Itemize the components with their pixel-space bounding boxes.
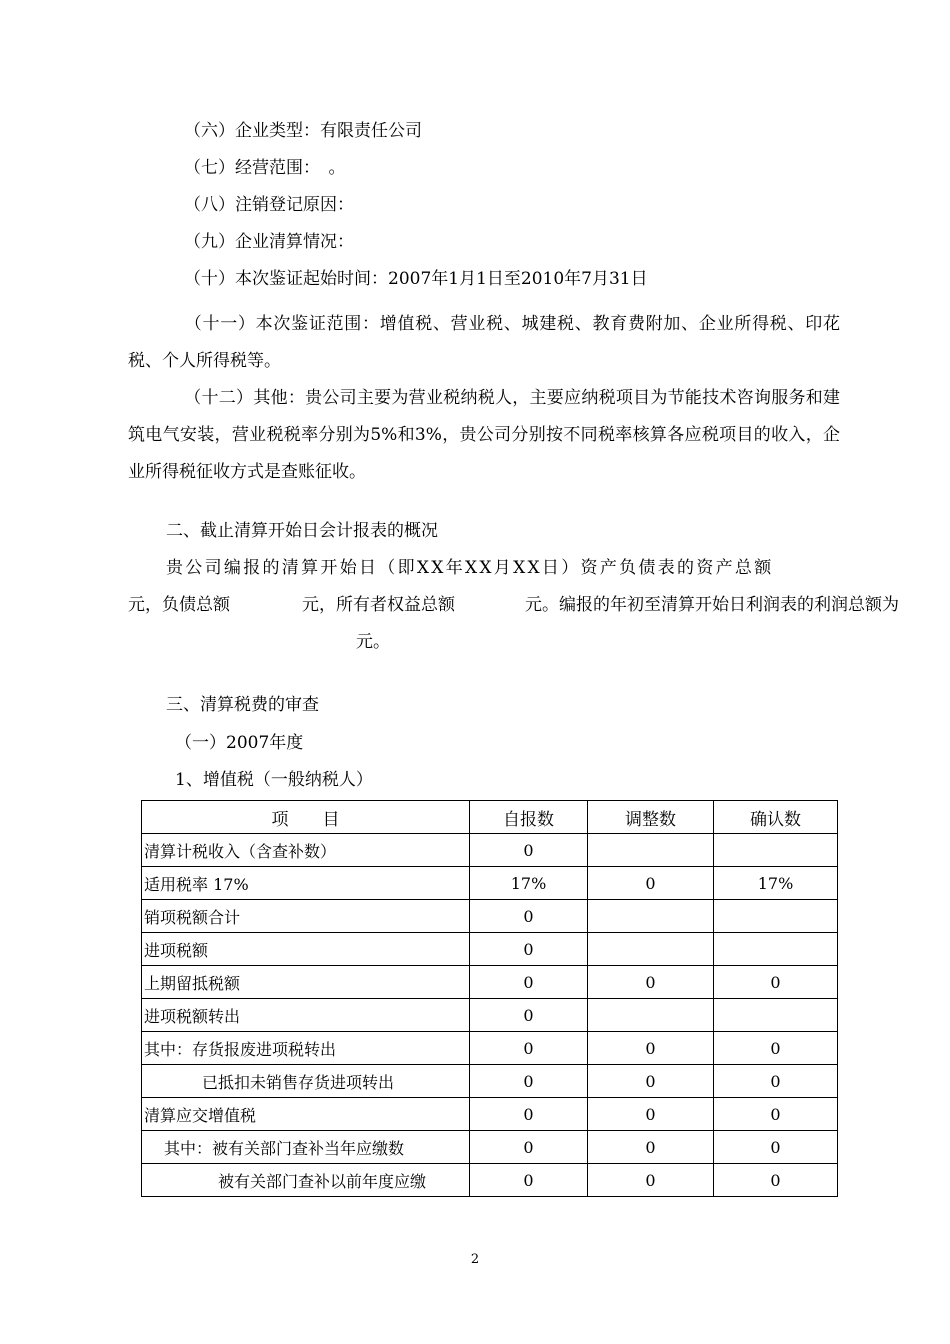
table-row [142, 900, 838, 933]
row-adj [588, 999, 714, 1032]
table-row [142, 1065, 838, 1098]
other-info-text: （十二）其他：贵公司主要为营业税纳税人，主要应纳税项目为节能技术咨询服务和建筑电气安装，营业税税率分别为5%和3%，贵公司分别按不同税率核算各应税项目的收入，企业所得税征收方式是查账征收。 [128, 388, 840, 482]
business-scope-line: （七）经营范围： 。 [184, 158, 346, 178]
row-adj: 0 [588, 867, 714, 900]
row-conf: 0 [714, 966, 838, 999]
row-self: 0 [470, 999, 588, 1032]
row-conf: 0 [714, 1065, 838, 1098]
row-adj: 0 [588, 966, 714, 999]
row-adj: 0 [588, 1164, 714, 1197]
row-self: 0 [470, 1098, 588, 1131]
liabilities-label: 元，负债总额 [128, 595, 230, 615]
profit-label: 元。编报的年初至清算开始日利润表的利润总额为 [525, 595, 899, 615]
row-conf [714, 834, 838, 867]
row-item: 已抵扣未销售存货进项转出 [142, 1065, 470, 1098]
row-conf [714, 999, 838, 1032]
row-self: 0 [470, 933, 588, 966]
row-self: 17% [470, 867, 588, 900]
other-info-paragraph [128, 380, 840, 491]
section-heading: 二、截止清算开始日会计报表的概况 [166, 521, 438, 541]
header-self-reported: 自报数 [470, 801, 588, 834]
verification-period-line: （十）本次鉴证起始时间：2007年1月1日至2010年7月31日 [184, 269, 648, 289]
table-row [142, 999, 838, 1032]
vat-table [141, 800, 838, 1197]
row-item: 进项税额 [142, 933, 470, 966]
table-row [142, 867, 838, 900]
liquidation-status-line: （九）企业清算情况： [184, 232, 354, 252]
row-item: 上期留抵税额 [142, 966, 470, 999]
row-item: 其中：被有关部门查补当年应缴数 [142, 1131, 470, 1164]
row-conf: 17% [714, 867, 838, 900]
row-adj [588, 834, 714, 867]
cancellation-reason-line: （八）注销登记原因： [184, 195, 354, 215]
row-item: 清算应交增值税 [142, 1098, 470, 1131]
table-row [142, 1164, 838, 1197]
table-row [142, 1098, 838, 1131]
row-adj [588, 900, 714, 933]
row-conf [714, 900, 838, 933]
table-header-row [142, 801, 838, 834]
row-conf [714, 933, 838, 966]
row-self: 0 [470, 1032, 588, 1065]
table-row [142, 933, 838, 966]
row-conf: 0 [714, 1131, 838, 1164]
row-conf: 0 [714, 1098, 838, 1131]
row-self: 0 [470, 1164, 588, 1197]
row-self: 0 [470, 1131, 588, 1164]
row-adj: 0 [588, 1131, 714, 1164]
row-item: 其中：存货报废进项税转出 [142, 1032, 470, 1065]
table-row [142, 834, 838, 867]
row-conf: 0 [714, 1032, 838, 1065]
table-row [142, 1131, 838, 1164]
row-self: 0 [470, 834, 588, 867]
row-adj [588, 933, 714, 966]
section-heading: 三、清算税费的审查 [166, 695, 319, 715]
page-number: 2 [470, 1252, 480, 1267]
row-adj: 0 [588, 1065, 714, 1098]
table-row [142, 966, 838, 999]
header-confirmed: 确认数 [714, 801, 838, 834]
company-type-line: （六）企业类型：有限责任公司 [184, 121, 422, 141]
asset-total-line: 贵公司编报的清算开始日（即XX年XX月XX日）资产负债表的资产总额 [166, 558, 774, 578]
row-self: 0 [470, 900, 588, 933]
row-self: 0 [470, 966, 588, 999]
row-item: 清算计税收入（含查补数） [142, 834, 470, 867]
row-item: 销项税额合计 [142, 900, 470, 933]
profit-unit: 元。 [356, 632, 390, 652]
table-row [142, 1032, 838, 1065]
header-adjustment: 调整数 [588, 801, 714, 834]
row-adj: 0 [588, 1032, 714, 1065]
verification-scope-text: （十一）本次鉴证范围：增值税、营业税、城建税、教育费附加、企业所得税、印花税、个人所得税等。 [128, 314, 840, 371]
row-adj: 0 [588, 1098, 714, 1131]
row-item: 适用税率 17% [142, 867, 470, 900]
year-subheading: （一）2007年度 [175, 733, 304, 753]
verification-scope-paragraph [128, 306, 840, 380]
header-item: 项 目 [142, 801, 470, 834]
row-conf: 0 [714, 1164, 838, 1197]
profit-total-line [128, 631, 390, 653]
equity-label: 元，所有者权益总额 [302, 595, 455, 615]
liabilities-equity-line [128, 594, 899, 616]
row-item: 进项税额转出 [142, 999, 470, 1032]
vat-subheading: 1、增值税（一般纳税人） [175, 770, 373, 790]
row-item: 被有关部门查补以前年度应缴 [142, 1164, 470, 1197]
row-self: 0 [470, 1065, 588, 1098]
